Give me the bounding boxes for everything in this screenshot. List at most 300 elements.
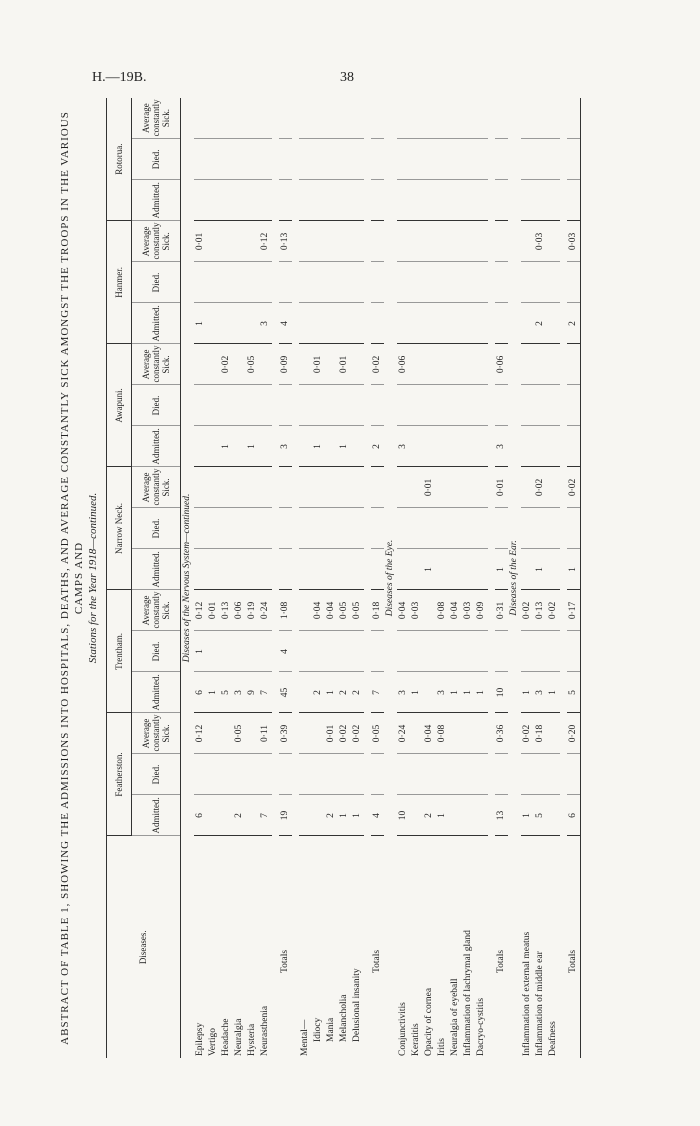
value-cell <box>279 508 292 549</box>
value-cell: 1 <box>410 672 423 713</box>
value-cell <box>475 713 488 754</box>
value-cell: 1 <box>194 303 207 344</box>
value-cell: 45 <box>279 672 292 713</box>
totals-row <box>567 98 581 1058</box>
value-cell <box>246 303 259 344</box>
value-cell <box>312 139 325 180</box>
totals-label: Totals <box>372 949 382 973</box>
value-cell: 0·06 <box>397 344 410 385</box>
disease-label: Epilepsy <box>195 1022 205 1056</box>
spacer-cell <box>364 98 371 1058</box>
value-cell <box>246 549 259 590</box>
value-cell: 0·02 <box>338 713 351 754</box>
value-cell <box>325 549 338 590</box>
value-cell: 0·03 <box>462 590 475 631</box>
value-cell: 7 <box>371 672 384 713</box>
value-cell <box>449 180 462 221</box>
value-cell: 0·02 <box>521 713 534 754</box>
value-cell <box>567 98 581 139</box>
value-cell <box>410 221 423 262</box>
value-cell: 1 <box>521 672 534 713</box>
page-number: 38 <box>340 70 354 85</box>
value-cell <box>371 754 384 795</box>
disease-label: Neuralgia <box>234 1018 244 1056</box>
value-cell <box>371 221 384 262</box>
value-cell: 1 <box>194 631 207 672</box>
value-cell <box>397 180 410 221</box>
value-cell <box>351 385 364 426</box>
value-cell <box>325 221 338 262</box>
value-cell <box>312 508 325 549</box>
value-cell: 2 <box>351 672 364 713</box>
disease-label: Melancholia <box>339 994 349 1042</box>
value-cell: 1 <box>338 795 351 836</box>
value-cell <box>423 508 436 549</box>
table-row <box>194 98 207 1058</box>
value-cell <box>475 426 488 467</box>
value-cell <box>449 549 462 590</box>
value-cell <box>462 344 475 385</box>
value-cell <box>567 754 581 795</box>
value-cell: 5 <box>534 795 547 836</box>
table-row <box>207 98 220 1058</box>
value-cell: 1 <box>312 426 325 467</box>
value-cell <box>449 344 462 385</box>
value-cell <box>259 139 272 180</box>
value-cell <box>534 754 547 795</box>
value-cell <box>449 221 462 262</box>
value-cell <box>397 385 410 426</box>
value-cell <box>410 180 423 221</box>
value-cell <box>312 221 325 262</box>
value-cell <box>475 508 488 549</box>
value-cell: 0·01 <box>495 467 508 508</box>
value-cell <box>436 385 449 426</box>
value-cell <box>299 713 312 754</box>
value-cell <box>325 139 338 180</box>
value-cell <box>495 180 508 221</box>
table-row <box>325 98 338 1058</box>
value-cell <box>462 180 475 221</box>
disease-label: Dacryo-cystitis <box>476 997 486 1056</box>
disease-label: Keratitis <box>411 1023 421 1056</box>
value-cell <box>462 426 475 467</box>
caption-line-1: ABSTRACT OF TABLE 1, SHOWING THE ADMISSIONS INTO HOSPITALS, DEATHS, AND AVERAGE CONSTANTLY SICK AMONGST THE TROOPS IN THE VARIOUS CAMPS AND <box>59 111 85 1045</box>
value-cell <box>547 385 560 426</box>
value-cell <box>436 754 449 795</box>
value-cell: 0·01 <box>423 467 436 508</box>
spacer-row <box>272 98 279 1058</box>
disease-label: Mania <box>326 1017 336 1042</box>
value-cell <box>462 754 475 795</box>
value-cell: 1 <box>325 672 338 713</box>
value-cell <box>436 549 449 590</box>
value-cell <box>338 385 351 426</box>
value-cell <box>279 754 292 795</box>
value-cell <box>259 508 272 549</box>
value-cell <box>194 385 207 426</box>
value-cell <box>436 631 449 672</box>
value-cell <box>475 385 488 426</box>
sub-header-average-sick: Average constantly Sick. <box>132 590 181 631</box>
value-cell: 0·08 <box>436 713 449 754</box>
value-cell: 0·31 <box>495 590 508 631</box>
value-cell <box>351 549 364 590</box>
value-cell <box>351 631 364 672</box>
value-cell <box>299 590 312 631</box>
value-cell <box>246 180 259 221</box>
table-row <box>462 98 475 1058</box>
value-cell <box>312 467 325 508</box>
totals-label: Totals <box>567 836 581 1058</box>
value-cell: 0·12 <box>194 713 207 754</box>
value-cell: 4 <box>279 631 292 672</box>
value-cell <box>246 713 259 754</box>
value-cell <box>351 262 364 303</box>
value-cell: 0·12 <box>194 590 207 631</box>
value-cell <box>410 303 423 344</box>
totals-label: Totals <box>496 949 506 973</box>
value-cell <box>436 344 449 385</box>
value-cell <box>547 344 560 385</box>
value-cell <box>475 139 488 180</box>
value-cell <box>351 426 364 467</box>
value-cell: 0·04 <box>423 713 436 754</box>
section-heading: Diseases of the Ear. <box>509 540 519 616</box>
value-cell <box>534 180 547 221</box>
value-cell <box>436 221 449 262</box>
value-cell <box>521 262 534 303</box>
value-cell <box>521 385 534 426</box>
value-cell <box>462 631 475 672</box>
value-cell <box>220 549 233 590</box>
value-cell <box>299 672 312 713</box>
value-cell <box>521 98 534 139</box>
value-cell <box>220 385 233 426</box>
value-cell <box>462 385 475 426</box>
value-cell <box>338 303 351 344</box>
value-cell <box>423 303 436 344</box>
value-cell <box>547 754 560 795</box>
value-cell <box>299 344 312 385</box>
value-cell: 0·04 <box>397 590 410 631</box>
value-cell <box>207 426 220 467</box>
value-cell: 0·08 <box>436 590 449 631</box>
value-cell <box>423 385 436 426</box>
value-cell <box>371 631 384 672</box>
value-cell: 3 <box>436 672 449 713</box>
value-cell <box>246 221 259 262</box>
value-cell <box>207 508 220 549</box>
table-row <box>259 98 272 1058</box>
value-cell: 13 <box>495 795 508 836</box>
value-cell <box>233 262 246 303</box>
totals-row <box>279 98 292 1058</box>
value-cell <box>207 795 220 836</box>
disease-label: Iritis <box>437 1038 447 1056</box>
value-cell <box>449 385 462 426</box>
value-cell: 0·09 <box>475 590 488 631</box>
value-cell: 1 <box>207 672 220 713</box>
value-cell <box>220 754 233 795</box>
value-cell <box>325 508 338 549</box>
value-cell <box>220 262 233 303</box>
value-cell: 2 <box>423 795 436 836</box>
value-cell <box>338 754 351 795</box>
sub-header-admitted: Admitted. <box>132 180 181 221</box>
section-row <box>181 98 195 1058</box>
value-cell <box>371 98 384 139</box>
value-cell <box>521 344 534 385</box>
value-cell <box>521 508 534 549</box>
value-cell <box>423 754 436 795</box>
value-cell <box>547 139 560 180</box>
value-cell <box>423 631 436 672</box>
value-cell: 0·24 <box>259 590 272 631</box>
value-cell <box>325 631 338 672</box>
value-cell <box>246 139 259 180</box>
value-cell <box>475 795 488 836</box>
value-cell <box>436 98 449 139</box>
value-cell: 3 <box>397 426 410 467</box>
value-cell: 0·18 <box>534 713 547 754</box>
table-row <box>410 98 423 1058</box>
value-cell <box>547 467 560 508</box>
value-cell: 2 <box>338 672 351 713</box>
value-cell: 7 <box>259 795 272 836</box>
value-cell <box>449 631 462 672</box>
value-cell <box>220 180 233 221</box>
value-cell: 6 <box>194 672 207 713</box>
value-cell <box>547 426 560 467</box>
sub-header-died: Died. <box>132 631 181 672</box>
value-cell: 0·05 <box>371 713 384 754</box>
value-cell: 1 <box>475 672 488 713</box>
value-cell <box>462 221 475 262</box>
value-cell <box>547 631 560 672</box>
value-cell <box>312 754 325 795</box>
value-cell <box>259 262 272 303</box>
value-cell <box>351 221 364 262</box>
value-cell <box>371 467 384 508</box>
value-cell <box>259 98 272 139</box>
value-cell <box>495 754 508 795</box>
diseases-column-header: Diseases. <box>107 836 181 1058</box>
value-cell <box>312 631 325 672</box>
value-cell <box>410 549 423 590</box>
value-cell <box>279 385 292 426</box>
value-cell <box>194 98 207 139</box>
value-cell <box>207 713 220 754</box>
value-cell: 2 <box>567 303 581 344</box>
value-cell <box>397 754 410 795</box>
value-cell <box>397 303 410 344</box>
value-cell <box>410 508 423 549</box>
value-cell <box>547 180 560 221</box>
sub-header-average-sick: Average constantly Sick. <box>132 467 181 508</box>
value-cell <box>207 139 220 180</box>
value-cell <box>233 467 246 508</box>
disease-label: Headache <box>221 1018 231 1056</box>
value-cell <box>233 98 246 139</box>
statistics-table <box>106 98 581 1058</box>
value-cell <box>371 549 384 590</box>
table-row <box>397 98 410 1058</box>
value-cell: 3 <box>534 672 547 713</box>
value-cell <box>567 426 581 467</box>
value-cell <box>449 303 462 344</box>
value-cell <box>449 262 462 303</box>
value-cell <box>462 795 475 836</box>
table-row <box>547 98 560 1058</box>
value-cell <box>449 713 462 754</box>
value-cell <box>371 385 384 426</box>
value-cell <box>299 549 312 590</box>
value-cell <box>397 631 410 672</box>
value-cell: 0·17 <box>567 590 581 631</box>
value-cell <box>436 262 449 303</box>
value-cell <box>299 221 312 262</box>
value-cell: 0·13 <box>279 221 292 262</box>
value-cell <box>423 221 436 262</box>
value-cell <box>299 262 312 303</box>
value-cell: 1 <box>462 672 475 713</box>
value-cell <box>207 262 220 303</box>
value-cell <box>299 139 312 180</box>
value-cell <box>547 303 560 344</box>
value-cell <box>449 508 462 549</box>
disease-cell <box>325 836 338 1058</box>
value-cell: 1 <box>246 426 259 467</box>
value-cell <box>351 98 364 139</box>
value-cell <box>475 303 488 344</box>
value-cell: 6 <box>567 795 581 836</box>
disease-cell <box>338 836 351 1058</box>
group-header-featherston: Featherston. <box>107 713 132 836</box>
value-cell <box>299 795 312 836</box>
value-cell <box>246 467 259 508</box>
value-cell: 1 <box>436 795 449 836</box>
table-row <box>233 98 246 1058</box>
value-cell: 2 <box>233 795 246 836</box>
value-cell: 10 <box>397 795 410 836</box>
value-cell <box>449 754 462 795</box>
value-cell <box>371 303 384 344</box>
value-cell <box>397 139 410 180</box>
table-row <box>475 98 488 1058</box>
value-cell <box>521 426 534 467</box>
value-cell <box>220 631 233 672</box>
sub-header-died: Died. <box>132 385 181 426</box>
value-cell: 0·11 <box>259 713 272 754</box>
value-cell: 3 <box>233 672 246 713</box>
value-cell <box>436 426 449 467</box>
value-cell: 0·39 <box>279 713 292 754</box>
value-cell <box>325 303 338 344</box>
group-header-rotorua: Rotorua. <box>107 98 132 221</box>
value-cell <box>259 631 272 672</box>
value-cell: 0·04 <box>312 590 325 631</box>
value-cell <box>233 426 246 467</box>
value-cell: 0·19 <box>246 590 259 631</box>
value-cell <box>521 303 534 344</box>
value-cell: 4 <box>371 795 384 836</box>
disease-label: Neurasthenia <box>260 1005 270 1056</box>
value-cell <box>207 180 220 221</box>
value-cell <box>338 221 351 262</box>
value-cell <box>338 98 351 139</box>
table-row <box>534 98 547 1058</box>
value-cell <box>410 139 423 180</box>
sub-header-average-sick: Average constantly Sick. <box>132 344 181 385</box>
value-cell <box>220 221 233 262</box>
caption-line-2: Stations for the Year 1918—continued. <box>87 492 99 664</box>
value-cell <box>338 467 351 508</box>
value-cell: 0·02 <box>567 467 581 508</box>
value-cell <box>371 508 384 549</box>
value-cell <box>233 303 246 344</box>
spacer-row <box>488 98 495 1058</box>
value-cell: 1 <box>521 795 534 836</box>
value-cell <box>495 98 508 139</box>
sub-header-admitted: Admitted. <box>132 426 181 467</box>
value-cell <box>410 262 423 303</box>
value-cell <box>397 549 410 590</box>
table-row <box>449 98 462 1058</box>
value-cell <box>207 98 220 139</box>
value-cell <box>220 139 233 180</box>
value-cell: 1 <box>567 549 581 590</box>
disease-label: Opacity of cornea <box>424 987 434 1056</box>
value-cell <box>233 549 246 590</box>
disease-label: Neuralgia of eyeball <box>450 978 460 1056</box>
value-cell <box>220 795 233 836</box>
value-cell <box>233 221 246 262</box>
value-cell <box>351 139 364 180</box>
value-cell <box>449 139 462 180</box>
value-cell <box>207 385 220 426</box>
totals-row <box>495 98 508 1058</box>
value-cell <box>547 713 560 754</box>
disease-label: Hysteria <box>247 1023 257 1056</box>
value-cell <box>194 508 207 549</box>
sub-header-died: Died. <box>132 754 181 795</box>
sub-header-died: Died. <box>132 139 181 180</box>
value-cell: 1 <box>547 672 560 713</box>
sub-header-admitted: Admitted. <box>132 549 181 590</box>
group-header-narrow-neck: Narrow Neck. <box>107 467 132 590</box>
value-cell: 0·06 <box>495 344 508 385</box>
value-cell <box>325 344 338 385</box>
value-cell <box>423 426 436 467</box>
value-cell <box>325 467 338 508</box>
table-row <box>436 98 449 1058</box>
value-cell <box>246 385 259 426</box>
value-cell: 4 <box>279 303 292 344</box>
value-cell <box>449 467 462 508</box>
value-cell <box>534 631 547 672</box>
sub-header-died: Died. <box>132 262 181 303</box>
value-cell <box>423 98 436 139</box>
value-cell <box>207 221 220 262</box>
value-cell <box>207 467 220 508</box>
value-cell <box>279 180 292 221</box>
value-cell <box>397 98 410 139</box>
value-cell: 3 <box>495 426 508 467</box>
table-row <box>299 98 312 1058</box>
page-header <box>0 60 700 100</box>
value-cell <box>462 139 475 180</box>
